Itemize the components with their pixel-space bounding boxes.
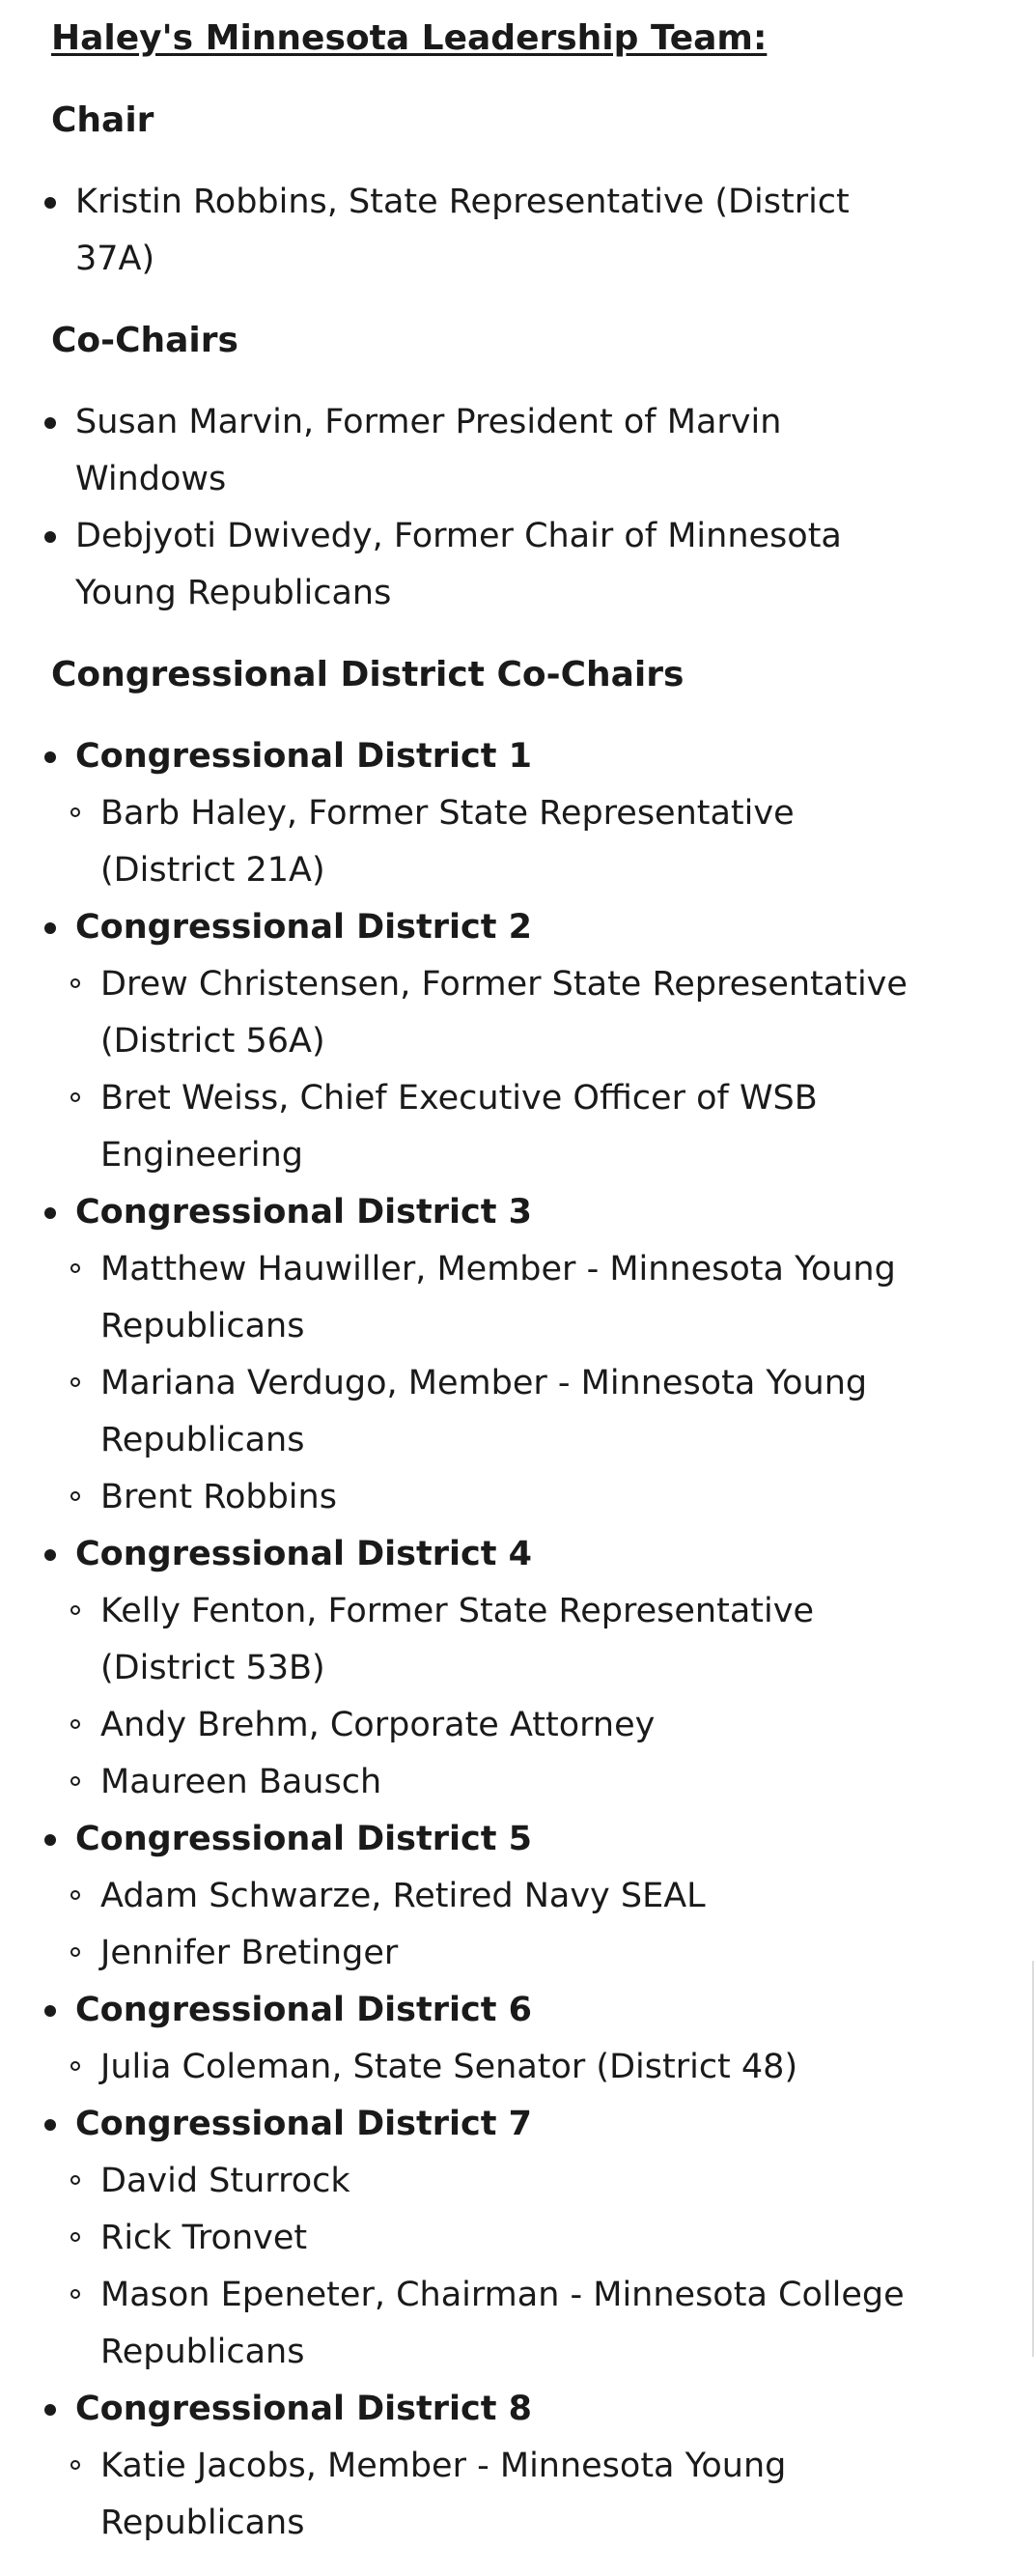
list-item: Susan Marvin, Former President of Marvin Windows xyxy=(51,394,920,508)
member-item: Mason Epeneter, Chairman - Minnesota College Republicans xyxy=(75,2267,920,2381)
member-item: Jennifer Bretinger xyxy=(75,1925,920,1982)
district-members xyxy=(75,1583,920,1811)
district-members xyxy=(75,2153,920,2381)
article-content xyxy=(51,10,920,2576)
district-label: Congressional District 7 xyxy=(75,2105,533,2143)
member-item: Julia Coleman, State Senator (District 48) xyxy=(75,2039,920,2096)
member-item: Barb Haley, Former State Representative (District 21A) xyxy=(75,785,920,899)
section-heading-district-co-chairs: Congressional District Co-Chairs xyxy=(51,655,685,694)
district-item xyxy=(51,899,920,1184)
district-members xyxy=(75,785,920,899)
district-label: Congressional District 2 xyxy=(75,908,533,947)
section-heading-co-chairs: Co-Chairs xyxy=(51,321,238,360)
co-chairs-list xyxy=(51,394,920,622)
member-item: Katie Jacobs, Member - Minnesota Young Republicans xyxy=(75,2438,920,2552)
district-members xyxy=(75,956,920,1184)
district-item xyxy=(51,1982,920,2096)
district-item xyxy=(51,728,920,899)
member-item: Mariana Verdugo, Member - Minnesota Young Republicans xyxy=(75,1355,920,1469)
district-list xyxy=(51,728,920,2552)
member-item: Adam Schwarze, Retired Navy SEAL xyxy=(75,1868,920,1925)
district-label: Congressional District 5 xyxy=(75,1820,533,1858)
district-label: Congressional District 4 xyxy=(75,1535,533,1573)
district-label: Congressional District 6 xyxy=(75,1991,533,2029)
district-item xyxy=(51,2096,920,2381)
member-item: Matthew Hauwiller, Member - Minnesota Young Republicans xyxy=(75,1241,920,1355)
member-item: Andy Brehm, Corporate Attorney xyxy=(75,1697,920,1754)
district-members xyxy=(75,2438,920,2552)
district-item xyxy=(51,1526,920,1811)
chair-list xyxy=(51,174,920,288)
member-item: Kelly Fenton, Former State Representative (District 53B) xyxy=(75,1583,920,1697)
district-label: Congressional District 8 xyxy=(75,2390,533,2428)
district-label: Congressional District 1 xyxy=(75,737,533,776)
district-item xyxy=(51,2381,920,2552)
member-item: Rick Tronvet xyxy=(75,2210,920,2267)
member-item: Maureen Bausch xyxy=(75,1754,920,1811)
district-label: Congressional District 3 xyxy=(75,1193,533,1231)
page-title: Haley's Minnesota Leadership Team: xyxy=(51,18,768,58)
section-heading-chair: Chair xyxy=(51,100,154,140)
district-item xyxy=(51,1184,920,1526)
district-members xyxy=(75,2039,920,2096)
member-item: David Sturrock xyxy=(75,2153,920,2210)
list-item: Debjyoti Dwivedy, Former Chair of Minnesota Young Republicans xyxy=(51,508,920,622)
member-item: Drew Christensen, Former State Representative (District 56A) xyxy=(75,956,920,1070)
member-item: Brent Robbins xyxy=(75,1469,920,1526)
list-item: Kristin Robbins, State Representative (District 37A) xyxy=(51,174,920,288)
member-item: Bret Weiss, Chief Executive Officer of WSB Engineering xyxy=(75,1070,920,1184)
district-item xyxy=(51,1811,920,1982)
district-members xyxy=(75,1241,920,1526)
district-members xyxy=(75,1868,920,1982)
